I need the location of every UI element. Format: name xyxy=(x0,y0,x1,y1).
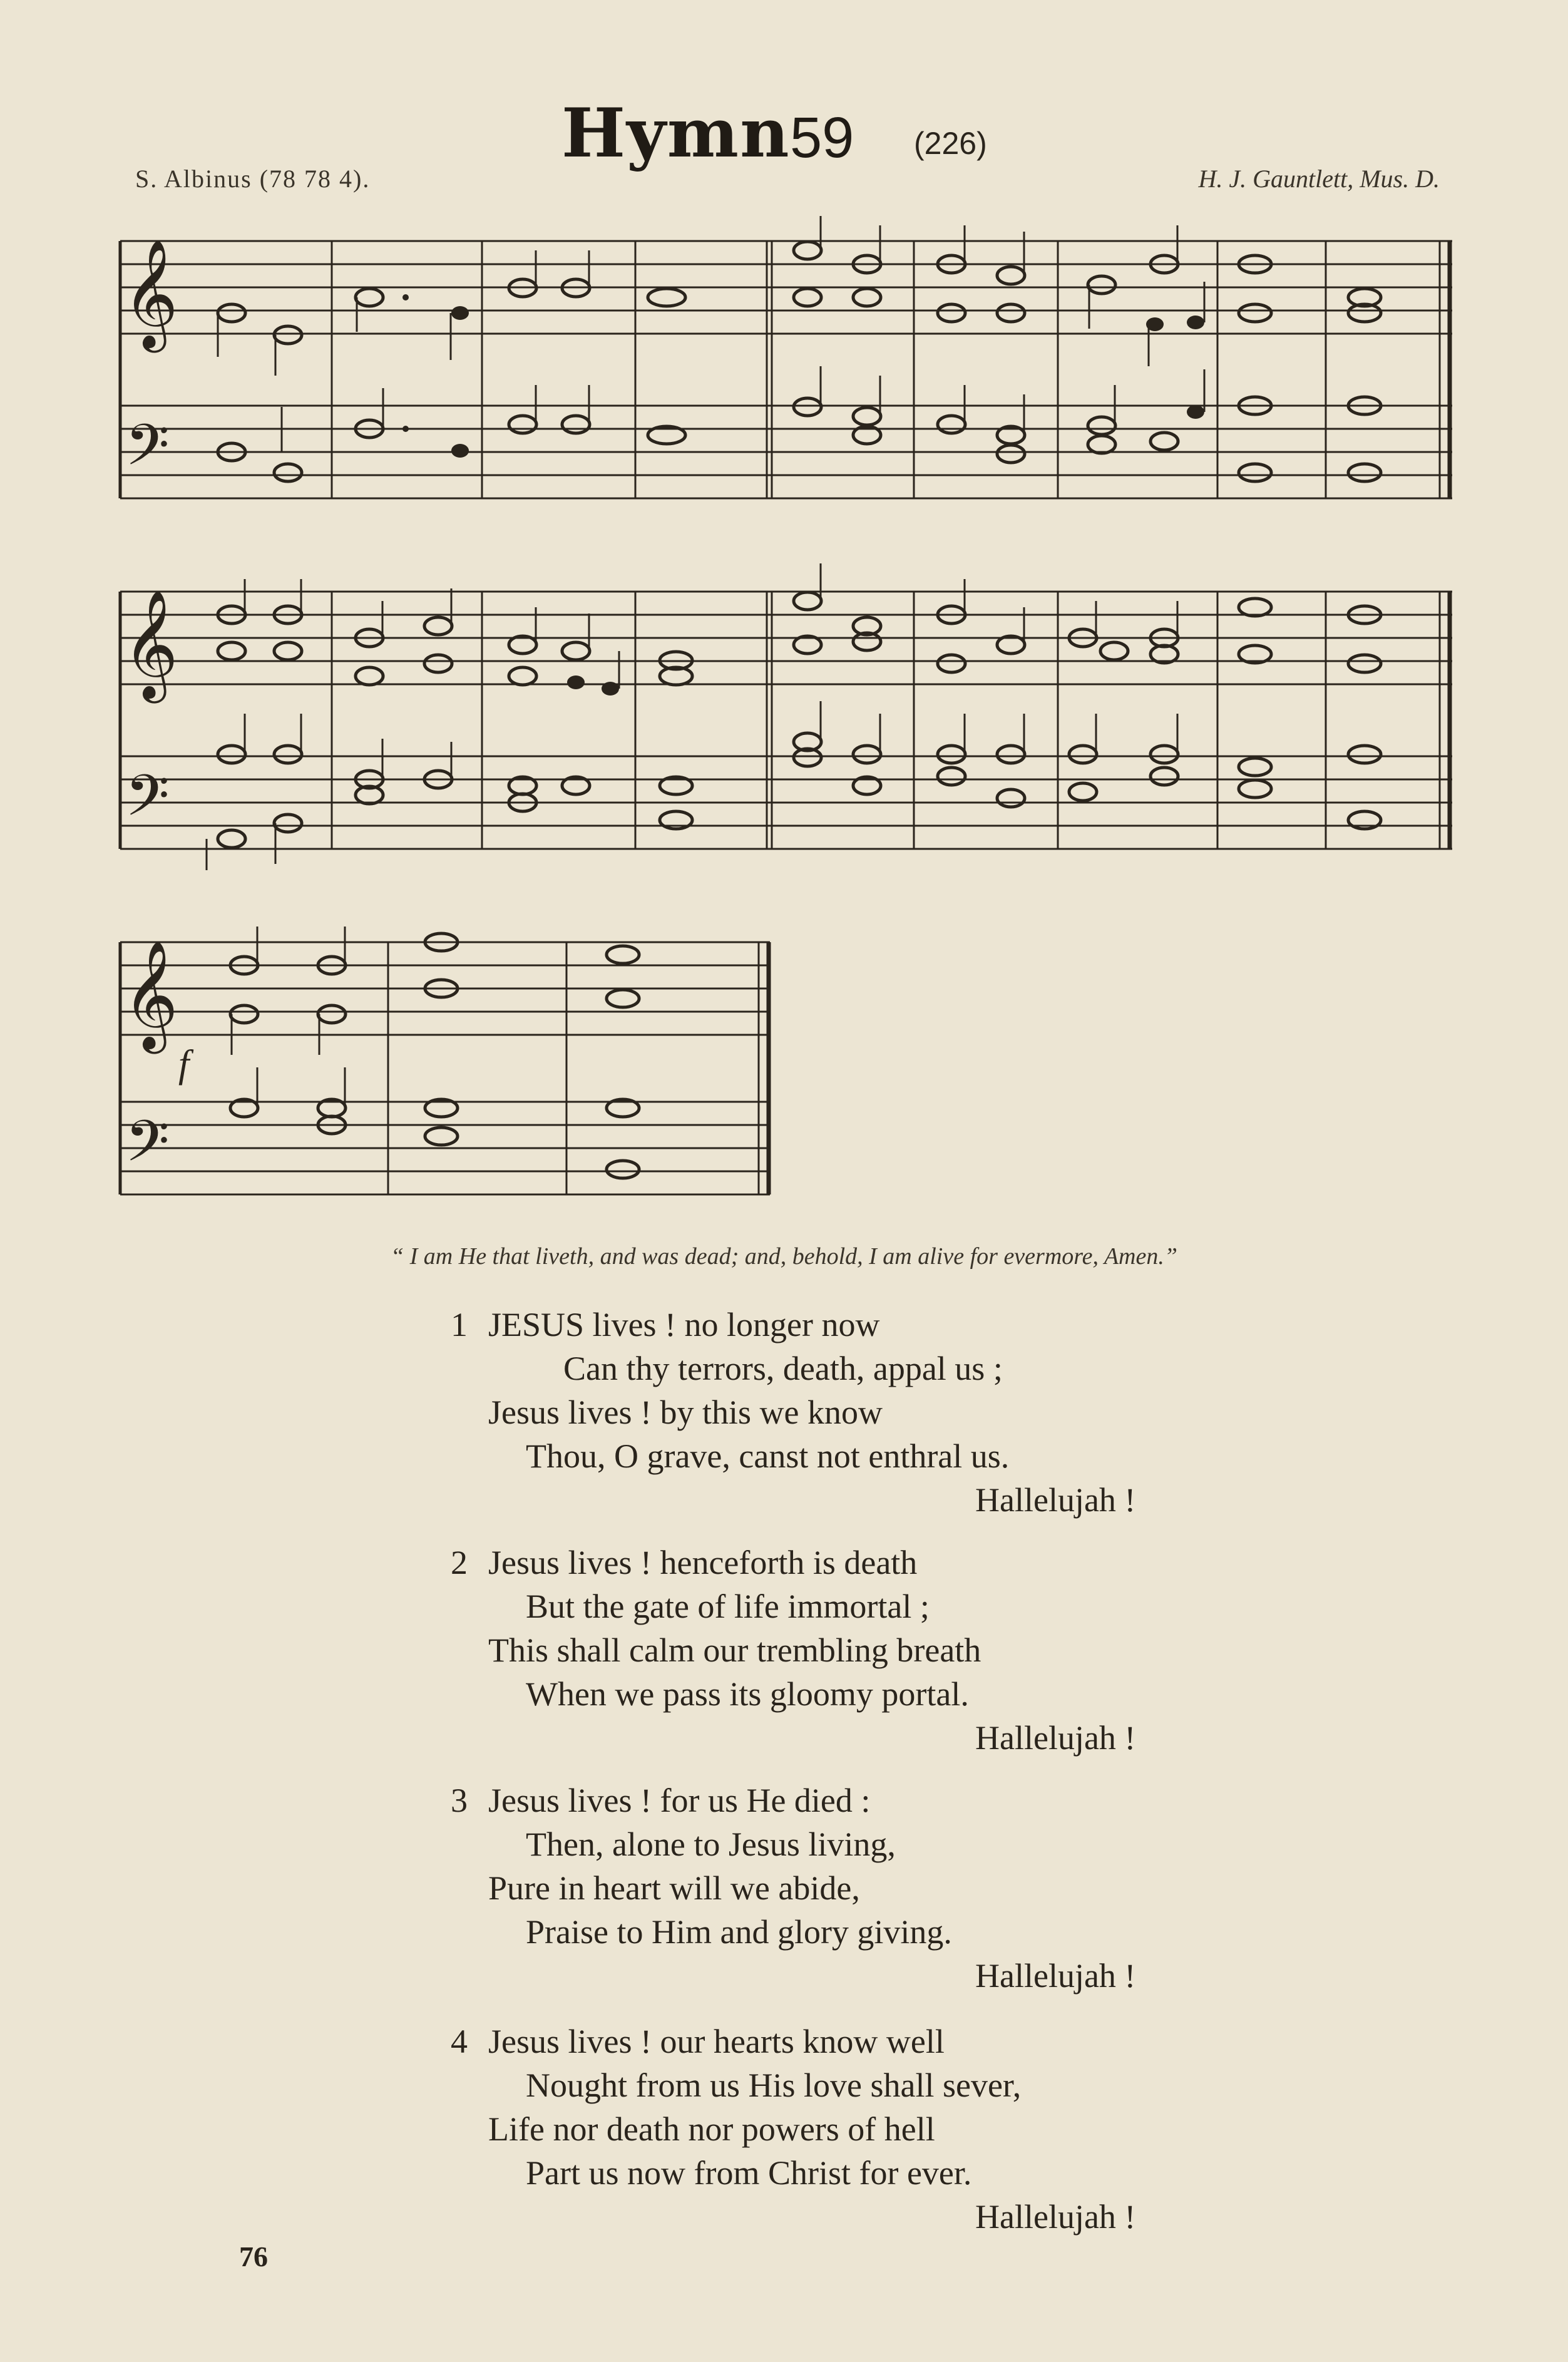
svg-text:𝄞: 𝄞 xyxy=(123,940,178,1049)
verse-line: Jesus lives ! our hearts know well xyxy=(488,2023,945,2060)
music-system-3 xyxy=(0,920,1568,1208)
tune-name: S. Albinus (78 78 4). xyxy=(135,165,371,193)
verse-line: When we pass its gloomy portal. xyxy=(526,1675,969,1713)
dynamic-forte: f xyxy=(178,1043,190,1086)
svg-text:𝄢: 𝄢 xyxy=(125,763,170,843)
verse-number: 3 xyxy=(451,1782,468,1819)
verse-line-refrain: Hallelujah ! xyxy=(975,1481,1136,1519)
verse-line: Praise to Him and glory giving. xyxy=(526,1913,952,1951)
verse-line: Jesus lives ! by this we know xyxy=(488,1394,883,1431)
verse-number: 1 xyxy=(451,1306,468,1343)
svg-text:𝄞: 𝄞 xyxy=(123,590,178,699)
verse-line: Can thy terrors, death, appal us ; xyxy=(563,1350,1003,1387)
verse-line-refrain: Hallelujah ! xyxy=(975,1957,1136,1995)
music-system-2 xyxy=(0,576,1568,876)
verse-line: Jesus lives ! for us He died : xyxy=(488,1782,871,1819)
hymn-title-word: Hymn xyxy=(561,94,791,173)
hymn-number: 59 xyxy=(790,106,854,170)
verse-line: Life nor death nor powers of hell xyxy=(488,2110,935,2148)
hymn-reference: (226) xyxy=(914,126,987,161)
verse-line: This shall calm our trembling breath xyxy=(488,1631,981,1669)
verse-line: Then, alone to Jesus living, xyxy=(526,1825,896,1863)
verse-line-refrain: Hallelujah ! xyxy=(975,1719,1136,1757)
verse-line: But the gate of life immortal ; xyxy=(526,1588,930,1625)
verse-line: Part us now from Christ for ever. xyxy=(526,2154,972,2192)
verse-number: 2 xyxy=(451,1544,468,1581)
verse-line-refrain: Hallelujah ! xyxy=(975,2198,1136,2236)
verse-line: Nought from us His love shall sever, xyxy=(526,2067,1022,2104)
epigraph: “ I am He that liveth, and was dead; and, behold, I am alive for evermore, Amen.” xyxy=(391,1243,1177,1270)
verse-line: Thou, O grave, canst not enthral us. xyxy=(526,1437,1010,1475)
page-number: 76 xyxy=(239,2241,268,2272)
verse-line: JESUS lives ! no longer now xyxy=(488,1306,880,1343)
svg-text:𝄢: 𝄢 xyxy=(125,412,170,492)
verse-line: Pure in heart will we abide, xyxy=(488,1869,860,1907)
svg-text:𝄢: 𝄢 xyxy=(125,1108,170,1188)
verse-number: 4 xyxy=(451,2023,468,2060)
music-system-1 xyxy=(0,213,1568,563)
verse-line: Jesus lives ! henceforth is death xyxy=(488,1544,918,1581)
svg-text:𝄞: 𝄞 xyxy=(123,239,178,348)
composer: H. J. Gauntlett, Mus. D. xyxy=(1198,165,1440,193)
